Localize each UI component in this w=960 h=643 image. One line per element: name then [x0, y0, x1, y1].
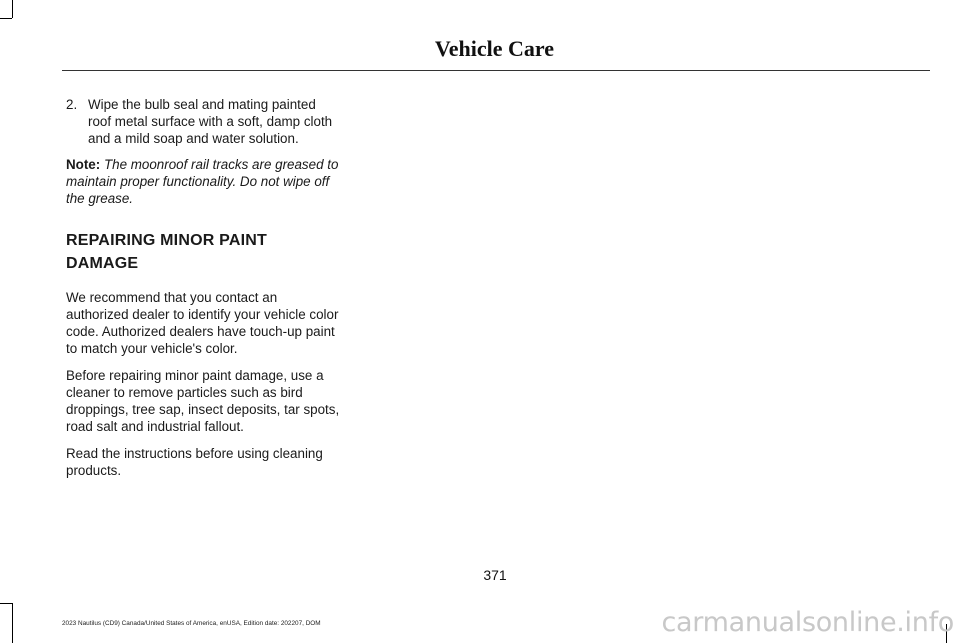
body-paragraph: Before repairing minor paint damage, use a cleaner to remove particles such as bird droppings, tree sap, insect deposits, tar spots, road salt and industrial fallout. — [66, 368, 340, 434]
section-heading — [66, 229, 342, 275]
page-number: 371 — [483, 567, 507, 583]
note-label: Note: — [66, 157, 101, 172]
step-text: Wipe the bulb seal and mating painted roof metal surface with a soft, damp cloth and a mild soap and water solution. — [88, 97, 333, 146]
note-text: The moonroof rail tracks are greased to maintain proper functionality. Do not wipe off the grease. — [66, 157, 339, 206]
header-divider — [62, 70, 930, 71]
footer-edition-info: 2023 Nautilus (CD9) Canada/United States of America, enUSA, Edition date: 202207, DOM — [62, 620, 321, 627]
body-paragraph: Read the instructions before using cleaning products. — [66, 446, 323, 478]
section-heading-line-1: REPAIRING MINOR PAINT — [66, 232, 267, 249]
crop-mark-bottom-left-vertical — [12, 603, 13, 643]
note-paragraph — [66, 156, 342, 207]
crop-mark-top-left-horizontal — [0, 18, 12, 19]
crop-mark-top-left-vertical — [12, 0, 13, 18]
step-number: 2. — [66, 97, 78, 112]
body-paragraph: We recommend that you contact an authorized dealer to identify your vehicle color code. Authorized dealers have touch-up paint to match your vehicle's color. — [66, 290, 339, 356]
crop-mark-bottom-left-horizontal — [0, 603, 12, 604]
content-column — [66, 96, 342, 489]
section-heading-line-2: DAMAGE — [66, 255, 139, 272]
page-header-title: Vehicle Care — [434, 36, 554, 61]
watermark-link[interactable]: carmanualsonline.info — [661, 607, 954, 638]
instruction-step — [66, 96, 342, 147]
